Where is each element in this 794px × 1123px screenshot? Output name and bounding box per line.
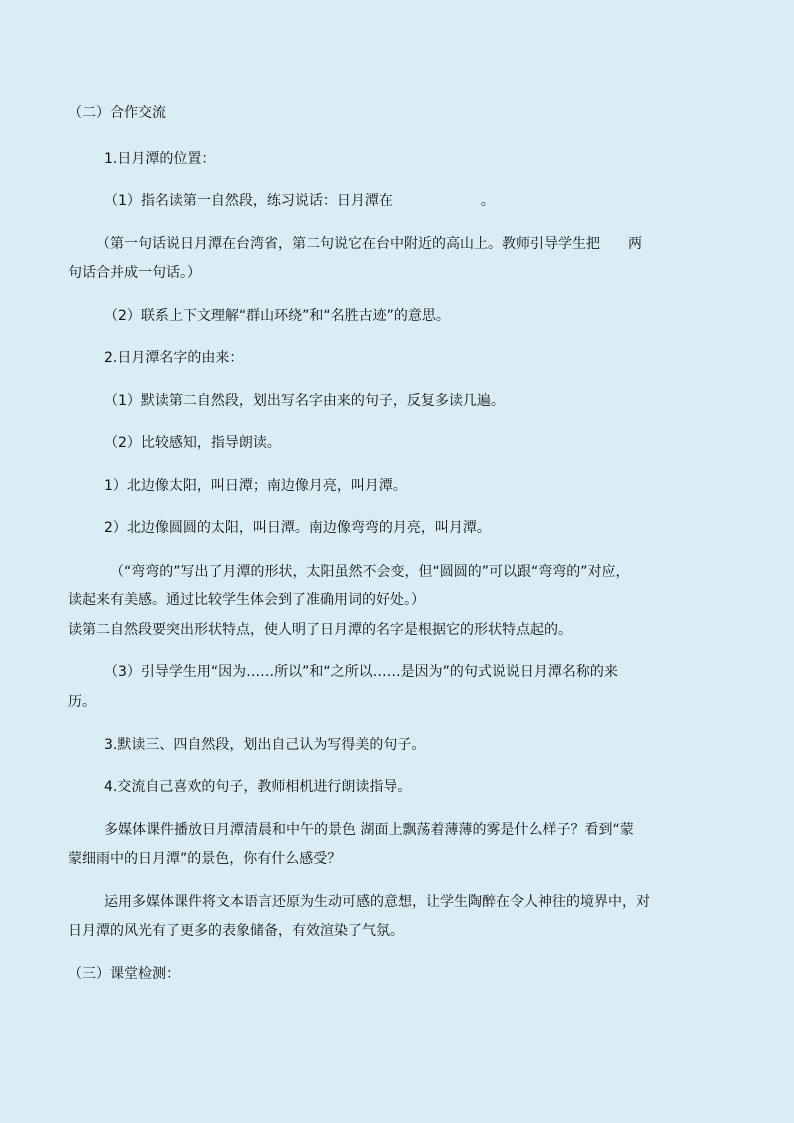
item-share-sentences: 4.交流自己喜欢的句子，教师相机进行朗读指导。 bbox=[104, 779, 412, 795]
practice-speaking-text: （1）指名读第一自然段，练习说话：日月潭在 bbox=[104, 193, 393, 209]
paragraph-understand-context: （2）联系上下文理解“群山环绕”和“名胜古迹”的意思。 bbox=[104, 308, 450, 324]
paragraph-courseware-line2: 日月潭的风光有了更多的表象储备，有效渲染了气氛。 bbox=[68, 923, 404, 939]
paragraph-sentence-pattern-line1: （3）引导学生用“因为……所以”和“之所以……是因为”的句式说说日月潭名称的来 bbox=[104, 664, 618, 680]
paragraph-silent-reading: （1）默读第二自然段，划出写名字由来的句子，反复多读几遍。 bbox=[104, 393, 505, 409]
paragraph-practice-speaking bbox=[104, 190, 495, 212]
paragraph-sentence-pattern-line2: 历。 bbox=[68, 694, 96, 710]
combine-sentences-text: （第一句话说日月潭在台湾省，第二句说它在台中附近的高山上。教师引导学生把 bbox=[96, 236, 600, 252]
paragraph-compare-read: （2）比较感知，指导朗读。 bbox=[104, 435, 281, 451]
paragraph-word-choice-line1: （“弯弯的”写出了月潭的形状，太阳虽然不会变，但“圆圆的”可以跟“弯弯的”对应， bbox=[110, 564, 630, 580]
paragraph-shape-feature: 读第二自然段要突出形状特点，使人明了日月潭的名字是根据它的形状特点起的。 bbox=[68, 622, 572, 638]
practice-speaking-end: 。 bbox=[480, 193, 495, 209]
combine-sentences-end: 两 bbox=[628, 236, 642, 252]
paragraph-combine-sentences-line1 bbox=[96, 233, 642, 255]
paragraph-courseware-line1: 运用多媒体课件将文本语言还原为生动可感的意想，让学生陶醉在令人神往的境界中，对 bbox=[104, 894, 650, 910]
item-silent-reading-three-four: 3.默读三、四自然段，划出自己认为写得美的句子。 bbox=[104, 737, 426, 753]
paragraph-example-two: 2）北边像圆圆的太阳，叫日潭。南边像弯弯的月亮，叫月潭。 bbox=[104, 520, 491, 536]
item-name-origin-heading: 2.日月潭名字的由来： bbox=[104, 350, 244, 366]
section-heading-cooperation: （二）合作交流 bbox=[68, 105, 166, 121]
item-location-heading: 1.日月潭的位置： bbox=[104, 151, 216, 167]
paragraph-word-choice-line2: 读起来有美感。通过比较学生体会到了准确用词的好处。） bbox=[68, 592, 425, 608]
paragraph-example-one: 1）北边像太阳，叫日潭；南边像月亮，叫月潭。 bbox=[104, 478, 407, 494]
paragraph-multimedia-line2: 蒙细雨中的日月潭”的景色，你有什么感受？ bbox=[68, 851, 342, 867]
paragraph-multimedia-line1: 多媒体课件播放日月潭清晨和中午的景色 湖面上飘荡着薄薄的雾是什么样子？看到“蒙 bbox=[104, 822, 634, 838]
paragraph-combine-sentences-line2: 句话合并成一句话。） bbox=[68, 265, 201, 281]
section-heading-classroom-test: （三）课堂检测： bbox=[68, 966, 180, 982]
